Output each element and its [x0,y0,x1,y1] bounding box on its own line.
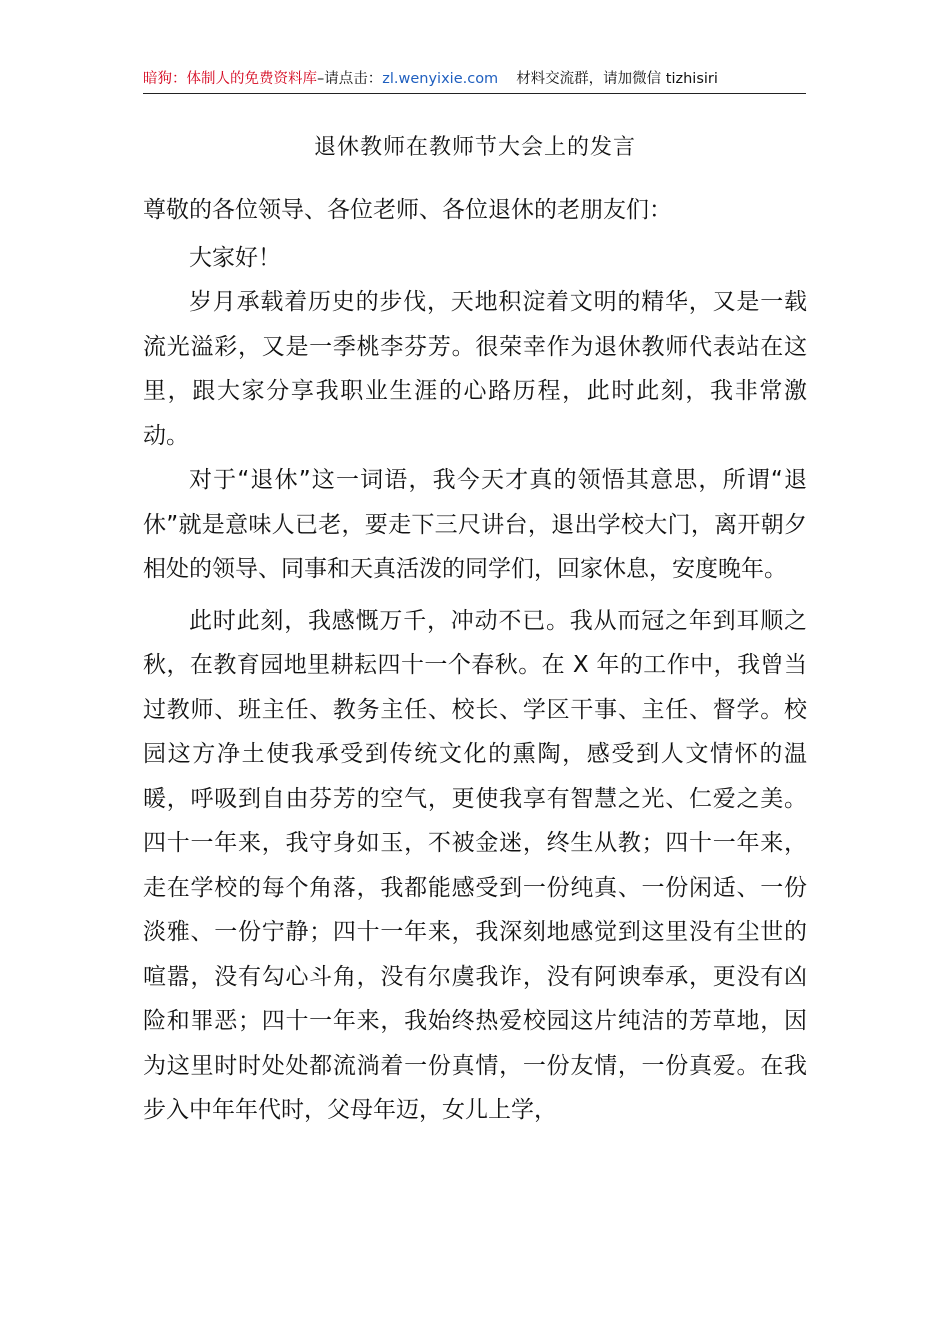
paragraph-greeting: 大家好！ [189,244,281,271]
document-title: 退休教师在教师节大会上的发言 [313,135,636,160]
page-header [143,66,806,94]
document-body [143,188,807,1133]
header-cta-text: –请点击： [317,71,383,87]
paragraph: 对于“退休”这一词语，我今天才真的领悟其意思，所谓“退休”就是意味人已老，要走下三尺讲台，退出学校大门，离开朝夕相处的领导、同事和天真活泼的同学们，回家休息，安度晚年。 [143,467,807,582]
salutation: 尊敬的各位领导、各位老师、各位退休的老朋友们： [143,197,672,223]
header-promo-text: 暗狗：体制人的免费资料库 [143,71,317,87]
header-contact-text: 材料交流群，请加微信 tizhisiri [516,71,718,87]
header-website-link[interactable]: zl.wenyixie.com [382,71,499,87]
paragraph: 此时此刻，我感慨万千，冲动不已。我从而冠之年到耳顺之秋，在教育园地里耕耘四十一个春秋。在 X 年的工作中，我曾当过教师、班主任、教务主任、校长、学区干事、主任、督学。校园这方净土使我承受到传统文化的熏陶，感受到人文情怀的温暖，呼吸到自由芬芳的空气，更使我享有智慧之光、仁爱之美。四十一年来，我守身如玉，不被金迷，终生从教；四十一年来，走在学校的每个角落，我都能感受到一份纯真、一份闲适、一份淡雅、一份宁静；四十一年来，我深刻地感觉到这里没有尘世的喧嚣，没有勾心斗角，没有尔虞我诈，没有阿谀奉承，更没有凶险和罪恶；四十一年来，我始终热爱校园这片纯洁的芳草地，因为这里时时处处都流淌着一份真情，一份友情，一份真爱。在我步入中年年代时，父母年迈，女儿上学， [143,607,807,1123]
paragraph: 岁月承载着历史的步伐，天地积淀着文明的精华，又是一载流光溢彩，又是一季桃李芬芳。很荣幸作为退休教师代表站在这里，跟大家分享我职业生涯的心路历程，此时此刻，我非常激动。 [143,289,807,449]
